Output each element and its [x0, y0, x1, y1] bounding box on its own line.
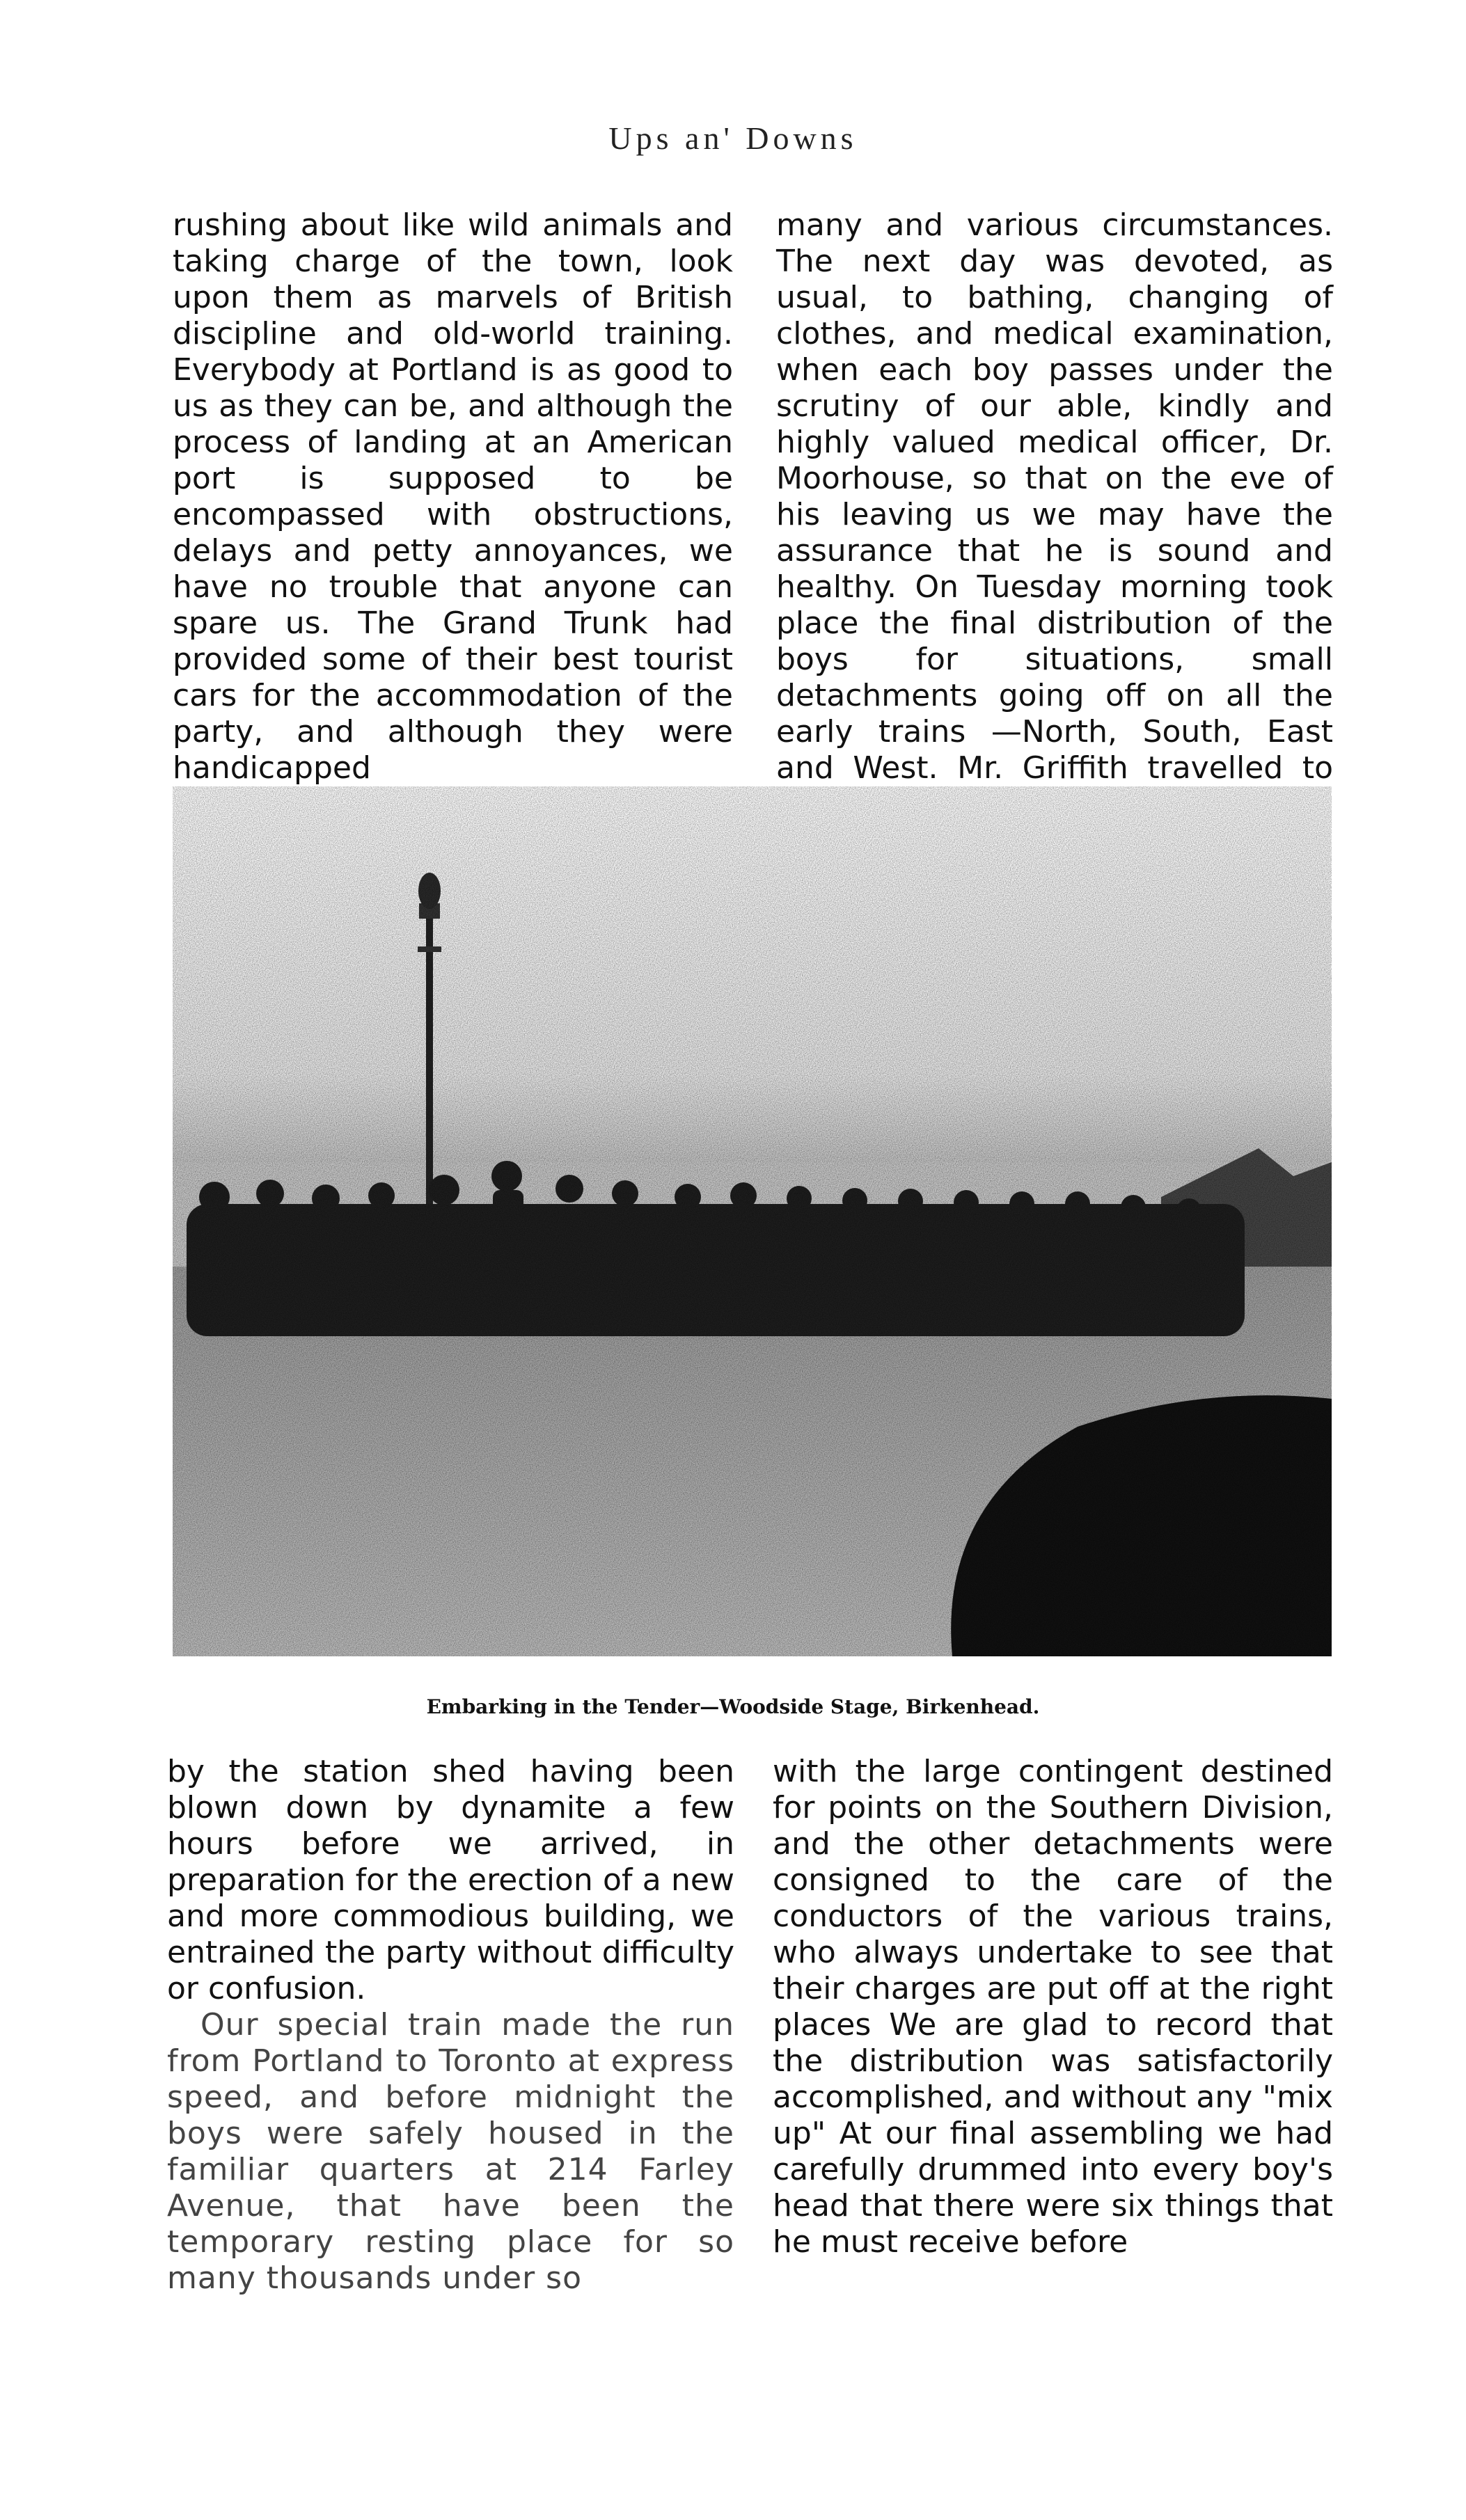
- column-top-left: [173, 207, 733, 786]
- running-head: Ups an' Downs: [608, 120, 858, 156]
- paragraph: many and various circumstances. The next day was devoted, as usual, to bathing, changing of clothes, and medical examination, when each boy passes under the scrutiny of our able, kindly and highly valued medical officer, Dr. Moorhouse, so that on the eve of his leaving us we may have the assurance that he is sound and healthy. On Tuesday morning took place the final distribution of the boys for situations, small detachments going off on all the early trains —North, South, East and West. Mr. Griffith travelled to: [776, 207, 1333, 786]
- paragraph: with the large contingent destined for points on the Southern Division, and the other detachments were consigned to the care of the conductors of the various trains, who always undertake to see that their charges are put off at the right places We are glad to record that the distribution was satisfactorily accomplished, and without any "mix up" At our final assembling we had carefully drummed into every boy's head that there were six things that he must receive before: [773, 1754, 1333, 2260]
- column-bottom-right: [773, 1754, 1333, 2260]
- photo-image: [173, 786, 1332, 1656]
- paragraph: Our special train made the run from Portland to Toronto at express speed, and before midnight the boys were safely housed in the familiar quarters at 214 Farley Avenue, that have been the temporary resting place for so many thousands under so: [167, 2007, 734, 2296]
- photograph-embarking-tender: [173, 786, 1332, 1656]
- column-bottom-left: [167, 1754, 734, 2297]
- paragraph: by the station shed having been blown down by dynamite a few hours before we arrived, in preparation for the erection of a new and more commodious building, we entrained the party without difficulty or confusion.: [167, 1754, 734, 2006]
- paragraph: rushing about like wild animals and taking charge of the town, look upon them as marvels of British discipline and old-world training. Everybody at Portland is as good to us as they can be, and although the process of landing at an American port is supposed to be encompassed with obstructions, delays and petty annoyances, we have no trouble that anyone can spare us. The Grand Trunk had provided some of their best tourist cars for the accommodation of the party, and although they were handicapped: [173, 207, 733, 786]
- column-top-right: [776, 207, 1333, 823]
- photo-caption: Embarking in the Tender—Woodside Stage, Birkenhead.: [426, 1695, 1040, 1718]
